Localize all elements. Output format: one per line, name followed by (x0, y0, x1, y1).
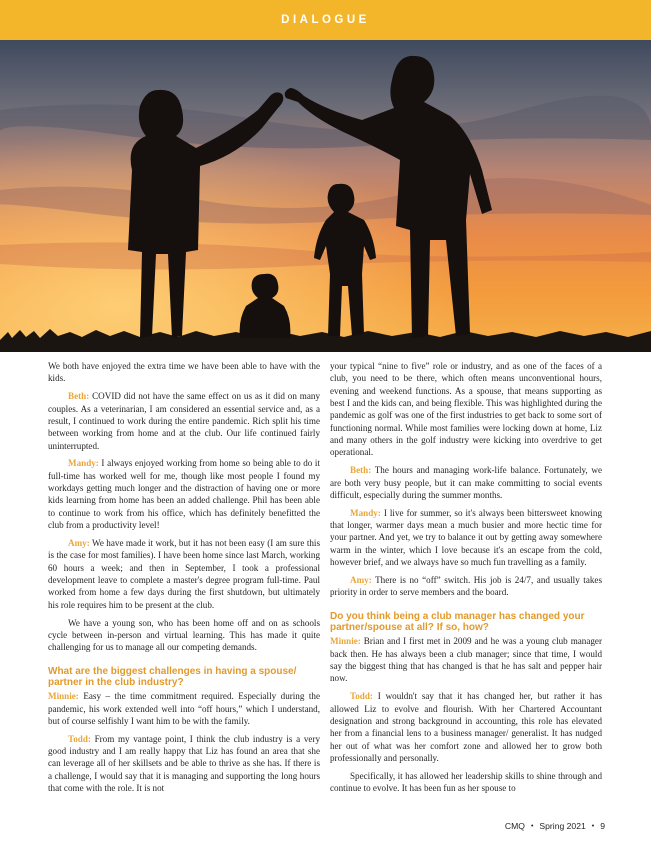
paragraph: Specifically, it has allowed her leadership skills to shine through and continue to evolve. It has been fun as her spouse to (330, 770, 602, 794)
speaker-name: Beth: (68, 391, 90, 402)
page-number: 9 (600, 821, 605, 831)
paragraph: Amy: We have made it work, but it has not been easy (I am sure this is the case for most families). I have been home since last March, working 60 hours a week; and then in September, I took a professional development leave to complete a master's degree program full-time. Paul worked from home a few days during the first shutdown, but ultimately his role requires him to be present at the club. (48, 537, 320, 610)
paragraph: Beth: COVID did not have the same effect on us as it did on many couples. As a veterinarian, I am considered an essential service and, as a result, I continued to work during the entire pandemic. Rich split his time between working from home and at the club. Our life continued fairly uninterrupted. (48, 391, 320, 451)
speaker-name: Minnie: (330, 636, 361, 647)
footer-separator: • (530, 822, 534, 830)
family-silhouette-sunset-image (0, 40, 651, 352)
paragraph: Minnie: Easy – the time commitment required. Especially during the pandemic, his work extended well into “off hours,” which I understand, but of course selfishly I want him to be with the family. (48, 691, 320, 726)
speaker-name: Amy: (68, 537, 90, 548)
section-header-bar (0, 0, 651, 40)
page-footer (505, 821, 605, 831)
paragraph: Minnie: Brian and I first met in 2009 and he was a young club manager back then. He has always been a club manager; since that time, I would say the biggest thing that has changed is that he has salt and pepper hair now. (330, 636, 602, 684)
speaker-name: Mandy: (350, 507, 381, 518)
article-column-right (330, 360, 602, 800)
paragraph: Todd: From my vantage point, I think the club industry is a very good industry and I am really happy that Liz has found an area that she can leverage all of her skillsets and be able to thrive as she has. If there is a challenge, I would say that it is managing and supporting the long hours that come with the role. It is not (48, 733, 320, 794)
article-column-left (48, 360, 320, 800)
speaker-name: Mandy: (68, 458, 99, 469)
speaker-name: Beth: (350, 465, 372, 476)
section-label: DIALOGUE (281, 14, 370, 26)
paragraph: Todd: I wouldn't say that it has changed her, but rather it has allowed Liz to evolve and flourish. With her Chartered Accountant designation and strong background in accounting, this role has elevated her from a financial lens to a business manager/ generalist. It has nudged her out of what was her comfort zone and allowed her to grow both professionally and personally. (330, 691, 602, 763)
speaker-name: Todd: (350, 691, 373, 702)
paragraph: Mandy: I always enjoyed working from home so being able to do it full-time has worked well for me, though like most people I found my workdays getting much longer and the distraction of having one or more kids learning from home has been an added challenge. Phil has been able to continue to work from his office, which has definitely benefitted the club from a productivity level! (48, 458, 320, 531)
footer-separator: • (591, 822, 595, 830)
speaker-name: Amy: (350, 575, 372, 585)
paragraph: We both have enjoyed the extra time we have been able to have with the kids. (48, 361, 320, 384)
paragraph: Mandy: I live for summer, so it's always been bittersweet knowing that longer, warmer days mean a much busier and more hectic time for your partner. And yet, we try to balance it out by getting away somewhere warm in the winter, which I love because it's an escape from the cold, however brief, and we always have so much fun travelling as a family. (330, 507, 602, 568)
question-heading: What are the biggest challenges in having a spouse/ partner in the club industry? (48, 665, 297, 689)
paragraph: Beth: The hours and managing work-life balance. Fortunately, we are both very busy people, but it can make committing to social events difficult, especially during the summer months. (330, 465, 602, 500)
paragraph: We have a young son, who has been home off and on as schools cycle between in-person and virtual learning. This has made it quite challenging for us to manage all our competing demands. (48, 617, 320, 653)
speaker-name: Todd: (68, 733, 91, 744)
speaker-name: Minnie: (48, 691, 79, 702)
issue-label: Spring 2021 (539, 821, 586, 831)
magazine-name: CMQ (504, 821, 525, 831)
paragraph: your typical “nine to five” role or industry, and as one of the faces of a club, you need to be there, which often means unconventional hours, evening and weekend functions. As a spouse, that means supporting as best I and the kids can, and being flexible. This was highlighted during the pandemic as golf was one of the first industries to get back to some sort of functioning normal. While most families were locking down at home, Liz and many others in the golf industry were kicking into overdrive to get operational. (330, 361, 602, 458)
paragraph: Amy: There is no “off” switch. His job is 24/7, and usually takes priority in order to serve members and the board. (330, 575, 602, 598)
question-heading: Do you think being a club manager has changed your partner/spouse at all? If so, how? (330, 610, 585, 634)
